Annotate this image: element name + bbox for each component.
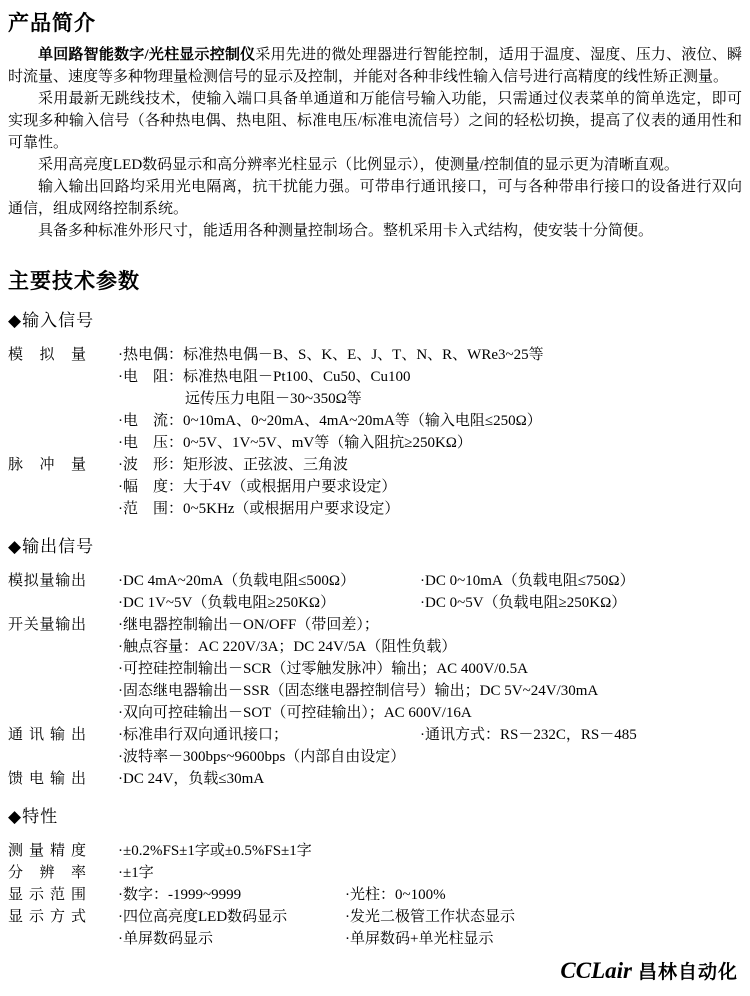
- spec-line: [118, 906, 742, 928]
- spec-row-label: 分 辨 率: [8, 865, 86, 881]
- spec-row-lines: [118, 724, 742, 768]
- spec-line: ·可控硅控制输出－SCR（过零触发脉冲）输出；AC 400V/0.5A: [118, 661, 529, 677]
- spec-item: ·四位高亮度LED数码显示: [118, 909, 288, 925]
- spec-row-lines: [118, 768, 742, 790]
- spec-row: [8, 840, 742, 862]
- spec-line: ·DC 24V，负载≤30mA: [118, 771, 265, 787]
- spec-row-lines: [118, 906, 742, 950]
- spec-line: ·±0.2%FS±1字或±0.5%FS±1字: [118, 843, 312, 859]
- spec-line: ·触点容量：AC 220V/3A；DC 24V/5A（阻性负载）: [118, 639, 457, 655]
- spec-row-label: 模拟量输出: [8, 573, 86, 589]
- spec-line: ·电 阻：标准热电阻－Pt100、Cu50、Cu100: [118, 369, 411, 385]
- intro-paragraph: 输入输出回路均采用光电隔离，抗干扰能力强。可带串行通讯接口，可与各种带串行接口的设备进行双向通信，组成网络控制系统。: [8, 179, 742, 217]
- spec-line: ·继电器控制输出－ON/OFF（带回差）；: [118, 617, 379, 633]
- spec-row-label: 显 示 范 围: [8, 887, 86, 903]
- spec-line: ·波 形：矩形波、正弦波、三角波: [118, 457, 348, 473]
- spec-row: [8, 862, 742, 884]
- spec-row-label: 馈 电 输 出: [8, 771, 86, 787]
- spec-item: ·标准串行双向通讯接口；: [118, 727, 288, 743]
- section-title: ◆输出信号: [8, 537, 95, 556]
- spec-line: [118, 884, 742, 906]
- intro-paragraph: 采用高亮度LED数码显示和高分辨率光柱显示（比例显示），使测量/控制值的显示更为清晰直观。: [38, 157, 679, 173]
- spec-row: [8, 614, 742, 724]
- spec-row: [8, 344, 742, 454]
- spec-line: [118, 570, 742, 592]
- spec-line: ·固态继电器输出－SSR（固态继电器控制信号）输出；DC 5V~24V/30mA: [118, 683, 599, 699]
- spec-line: 远传压力电阻－30~350Ω等: [185, 391, 362, 407]
- spec-row-label: 开关量输出: [8, 617, 86, 633]
- spec-item: ·光柱：0~100%: [345, 887, 446, 903]
- spec-section: [8, 310, 742, 520]
- intro-title: 产品简介: [8, 11, 96, 35]
- spec-item: ·数字：-1999~9999: [118, 887, 242, 903]
- spec-row-lines: [118, 884, 742, 906]
- spec-row-label: 显 示 方 式: [8, 909, 86, 925]
- spec-line: ·幅 度：大于4V（或根据用户要求设定）: [118, 479, 397, 495]
- spec-row: [8, 454, 742, 520]
- spec-row: [8, 884, 742, 906]
- spec-item: ·DC 1V~5V（负载电阻≥250KΩ）: [118, 595, 336, 611]
- spec-item: ·单屏数码+单光柱显示: [345, 931, 494, 947]
- spec-item: ·通讯方式：RS－232C，RS－485: [420, 727, 637, 743]
- intro-paragraph-lead: 单回路智能数字/光柱显示控制仪: [38, 47, 256, 63]
- spec-line: [118, 592, 742, 614]
- spec-section: [8, 536, 742, 790]
- spec-row: [8, 768, 742, 790]
- spec-row-lines: [118, 344, 742, 454]
- spec-line: ·范 围：0~5KHz（或根据用户要求设定）: [118, 501, 400, 517]
- spec-row: [8, 570, 742, 614]
- section-title: ◆输入信号: [8, 311, 95, 330]
- spec-row-label: 脉 冲 量: [8, 457, 86, 473]
- spec-row-lines: [118, 570, 742, 614]
- intro-paragraphs: [8, 44, 742, 242]
- spec-item: ·DC 4mA~20mA（负载电阻≤500Ω）: [118, 573, 356, 589]
- spec-row-label: 通 讯 输 出: [8, 727, 86, 743]
- spec-line: ·±1字: [118, 865, 154, 881]
- spec-line: ·热电偶：标准热电偶－B、S、K、E、J、T、N、R、WRe3~25等: [118, 347, 544, 363]
- intro-paragraph: 单回路智能数字/光柱显示控制仪采用先进的微处理器进行智能控制，适用于温度、湿度、压力、液位、瞬时流量、速度等多种物理量检测信号的显示及控制，并能对各种非线性输入信号进行高精度的线性矫正测量。: [8, 47, 742, 85]
- params-title: 主要技术参数: [8, 269, 140, 293]
- brand-logo-cn: 昌林自动化: [637, 962, 738, 983]
- spec-line: ·电 压：0~5V、1V~5V、mV等（输入阻抗≥250KΩ）: [118, 435, 472, 451]
- spec-line: ·双向可控硅输出－SOT（可控硅输出）；AC 600V/16A: [118, 705, 472, 721]
- spec-item: ·DC 0~5V（负载电阻≥250KΩ）: [420, 595, 627, 611]
- spec-row-lines: [118, 614, 742, 724]
- spec-item: ·DC 0~10mA（负载电阻≤750Ω）: [420, 573, 635, 589]
- intro-paragraph: 具备多种标准外形尺寸，能适用各种测量控制场合。整机采用卡入式结构，使安装十分简便。: [38, 223, 654, 239]
- spec-row-lines: [118, 454, 742, 520]
- brand-logo: [554, 957, 738, 984]
- spec-row-label: 模 拟 量: [8, 347, 86, 363]
- spec-row-lines: [118, 840, 742, 862]
- spec-item: ·发光二极管工作状态显示: [345, 909, 515, 925]
- spec-row-label: 测 量 精 度: [8, 843, 86, 859]
- spec-row: [8, 906, 742, 950]
- spec-item: ·单屏数码显示: [118, 931, 213, 947]
- spec-line: ·电 流：0~10mA、0~20mA、4mA~20mA等（输入电阻≤250Ω）: [118, 413, 542, 429]
- spec-sections: [8, 310, 742, 950]
- spec-line: [118, 928, 742, 950]
- spec-line: ·波特率－300bps~9600bps（内部自由设定）: [118, 749, 406, 765]
- spec-row: [8, 724, 742, 768]
- brand-logo-en: CCLair: [560, 958, 632, 983]
- spec-line: [118, 724, 742, 746]
- section-title: ◆特性: [8, 807, 59, 826]
- spec-row-lines: [118, 862, 742, 884]
- intro-paragraph: 采用最新无跳线技术，使输入端口具备单通道和万能信号输入功能，只需通过仪表菜单的简单选定，即可实现多种输入信号（各种热电偶、热电阻、标准电压/标准电流信号）之间的轻松切换，提高了仪表的通用性和可靠性。: [8, 91, 742, 151]
- spec-section: [8, 806, 742, 950]
